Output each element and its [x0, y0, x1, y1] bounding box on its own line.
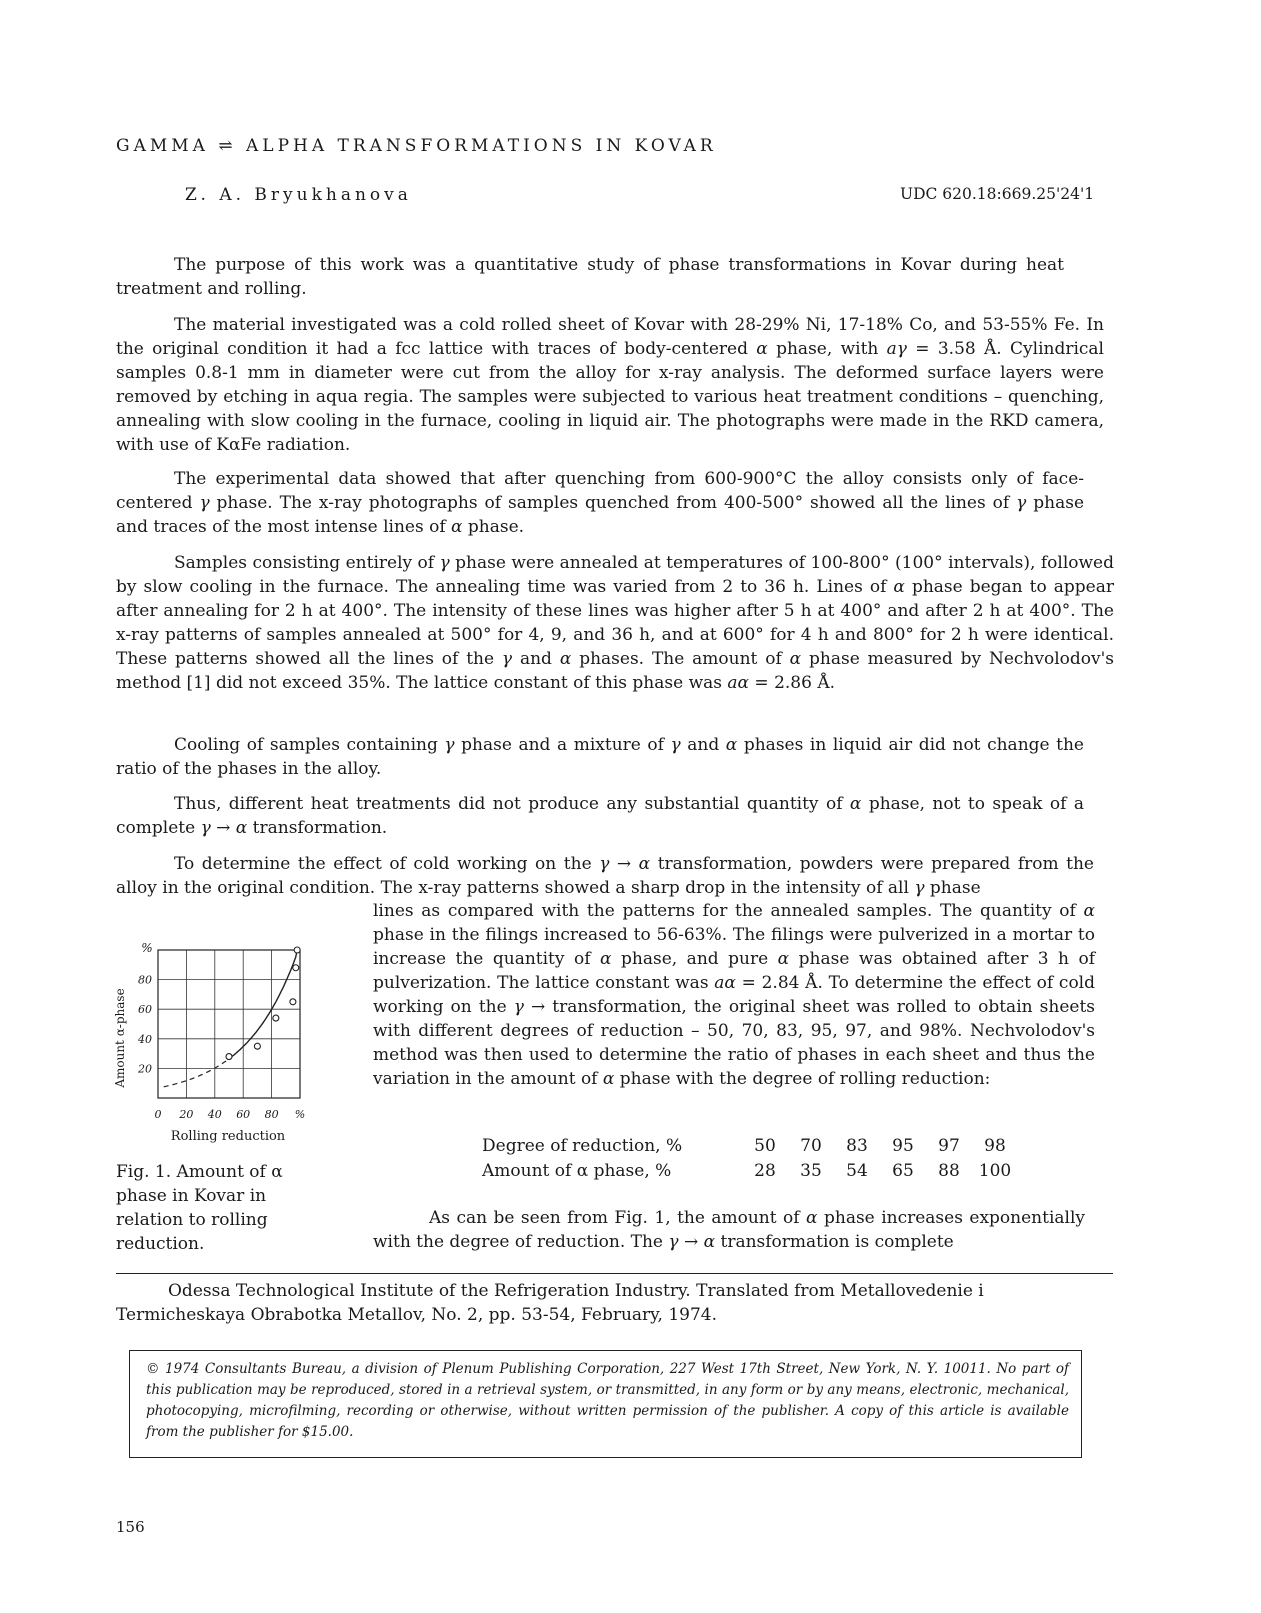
paragraph-filings: lines as compared with the patterns for the annealed samples. The quantity of α phase in the filings increased to 56-63%. The filings were pulverized in a mortar to increase the quantity of α phase, and pure α phase was obtained after 3 h of pulverization. The lattice constant was aα = 2.84 Å. To determine the effect of cold working on the γ → transformation, the original sheet was rolled to obtain sheets with different degrees of reduction – 50, 70, 83, 95, 97, and 98%. Nechvolodov's method was then used to determine the ratio of phases in each sheet and thus the variation in the amount of α phase with the degree of rolling reduction: — [373, 901, 1096, 1089]
y-tick-label: 40 — [138, 1032, 152, 1046]
page-number: 156 — [116, 1518, 145, 1536]
footer-divider — [116, 1273, 1113, 1274]
fit-curve-extrapolation — [164, 1059, 229, 1087]
table-cell: 35 — [800, 1161, 822, 1181]
table-row — [482, 1159, 1018, 1184]
y-axis-label: Amount α-phase — [113, 988, 127, 1088]
table-cell: 100 — [978, 1161, 1012, 1181]
x-tick-label: 60 — [236, 1108, 251, 1121]
table-cell: 65 — [892, 1161, 914, 1181]
x-tick-label: 20 — [179, 1108, 194, 1121]
paragraph-result: As can be seen from Fig. 1, the amount of α phase increases exponentially with the degree of reduction. The γ → α transformation is complete — [373, 1208, 1086, 1252]
paragraph-cooling: Cooling of samples containing γ phase and a mixture of γ and α phases in liquid air did not change the ratio of the phases in the alloy. — [116, 735, 1084, 779]
udc-code: UDC 620.18:669.25'24'1 — [900, 185, 1095, 203]
chart-frame — [158, 950, 300, 1098]
x-axis-label: Rolling reduction — [170, 1129, 286, 1144]
data-point — [294, 947, 300, 953]
y-tick-label: 60 — [138, 1003, 152, 1017]
paragraph-conclusion-heat: Thus, different heat treatments did not produce any substantial quantity of α phase, not to speak of a complete γ → α transformation. — [116, 794, 1084, 838]
table-cell: 88 — [938, 1161, 960, 1181]
x-tick-label: % — [294, 1108, 306, 1121]
table-cell: 54 — [846, 1161, 868, 1181]
x-tick-label: 0 — [154, 1108, 162, 1121]
row-label-amount: Amount of α phase, % — [482, 1161, 672, 1181]
paragraph-cold-working: To determine the effect of cold working on the γ → α transformation, powders were prepared from the alloy in the original condition. The x-ray patterns showed a sharp drop in the intensity of all γ phase — [116, 854, 1094, 898]
chart-points — [226, 947, 300, 1060]
paragraph-purpose: The purpose of this work was a quantitative study of phase transformations in Kovar during heat treatment and rolling. — [116, 255, 1064, 299]
reduction-table — [482, 1134, 1018, 1184]
chart-grid — [158, 950, 300, 1098]
x-tick-label: 40 — [207, 1108, 222, 1121]
paragraph-annealing: Samples consisting entirely of γ phase were annealed at temperatures of 100-800° (100° intervals), followed by slow cooling in the furnace. The annealing time was varied from 2 to 36 h. Lines of α phase began to appear after annealing for 2 h at 400°. The intensity of these lines was higher after 5 h at 400° and after 2 h at 400°. The x-ray patterns of samples annealed at 500° for 4, 9, and 36 h, and at 600° for 4 h and 800° for 2 h were identical. These patterns showed all the lines of the γ and α phases. The amount of α phase measured by Nechvolodov's method [1] did not exceed 35%. The lattice constant of this phase was aα = 2.86 Å. — [116, 553, 1114, 693]
copyright-box: © 1974 Consultants Bureau, a division of Plenum Publishing Corporation, 227 West 17th Street, New York, N. Y. 10011. No part of this publication may be reproduced, stored in a retrieval system, or transmitted, in any form or by any means, electronic, mechanical, photocopying, microfilming, recording or otherwise, without written permission of the publisher. A copy of this article is available from the publisher for $15.00. — [129, 1350, 1082, 1458]
paragraph-quenching: The experimental data showed that after quenching from 600-900°C the alloy consists only of face-centered γ phase. The x-ray photographs of samples quenched from 400-500° showed all the lines of γ phase and traces of the most intense lines of α phase. — [116, 469, 1085, 537]
fit-curve — [229, 950, 297, 1059]
chart-ticks — [137, 974, 305, 1121]
data-point — [226, 1054, 232, 1060]
data-point — [293, 965, 299, 971]
figure-1-chart — [110, 938, 320, 1148]
table-row — [482, 1134, 1018, 1159]
table-cell: 70 — [800, 1136, 822, 1156]
table-cell: 83 — [846, 1136, 868, 1156]
x-tick-label: 80 — [264, 1108, 279, 1121]
author: Z. A. Bryukhanova — [185, 185, 412, 205]
row-label-reduction: Degree of reduction, % — [482, 1136, 683, 1156]
data-point — [290, 999, 296, 1005]
figure-caption: Fig. 1. Amount of α phase in Kovar in relation to rolling reduction. — [116, 1162, 283, 1254]
table-cell: 97 — [938, 1136, 960, 1156]
y-tick-label: 80 — [138, 973, 152, 987]
data-point — [273, 1015, 279, 1021]
table-cell: 98 — [984, 1136, 1006, 1156]
y-tick-label: 20 — [138, 1062, 152, 1076]
table-cell: 28 — [754, 1161, 776, 1181]
table-cell: 95 — [892, 1136, 914, 1156]
y-axis-unit: % — [141, 941, 153, 955]
affiliation-note: Odessa Technological Institute of the Refrigeration Industry. Translated from Metallovedenie i Termicheskaya Obrabotka Metallov, No. 2, pp. 53-54, February, 1974. — [116, 1281, 984, 1325]
table-cell: 50 — [754, 1136, 776, 1156]
paragraph-material: The material investigated was a cold rolled sheet of Kovar with 28-29% Ni, 17-18% Co, and 53-55% Fe. In the original condition it had a fcc lattice with traces of body-centered α phase, with aγ = 3.58 Å. Cylindrical samples 0.8-1 mm in diameter were cut from the alloy for x-ray analysis. The deformed surface layers were removed by etching in aqua regia. The samples were subjected to various heat treatment conditions – quenching, annealing with slow cooling in the furnace, cooling in liquid air. The photographs were made in the RKD camera, with use of KαFe radiation. — [116, 315, 1104, 455]
data-point — [254, 1043, 260, 1049]
article-title: GAMMA ⇌ ALPHA TRANSFORMATIONS IN KOVAR — [116, 136, 717, 156]
